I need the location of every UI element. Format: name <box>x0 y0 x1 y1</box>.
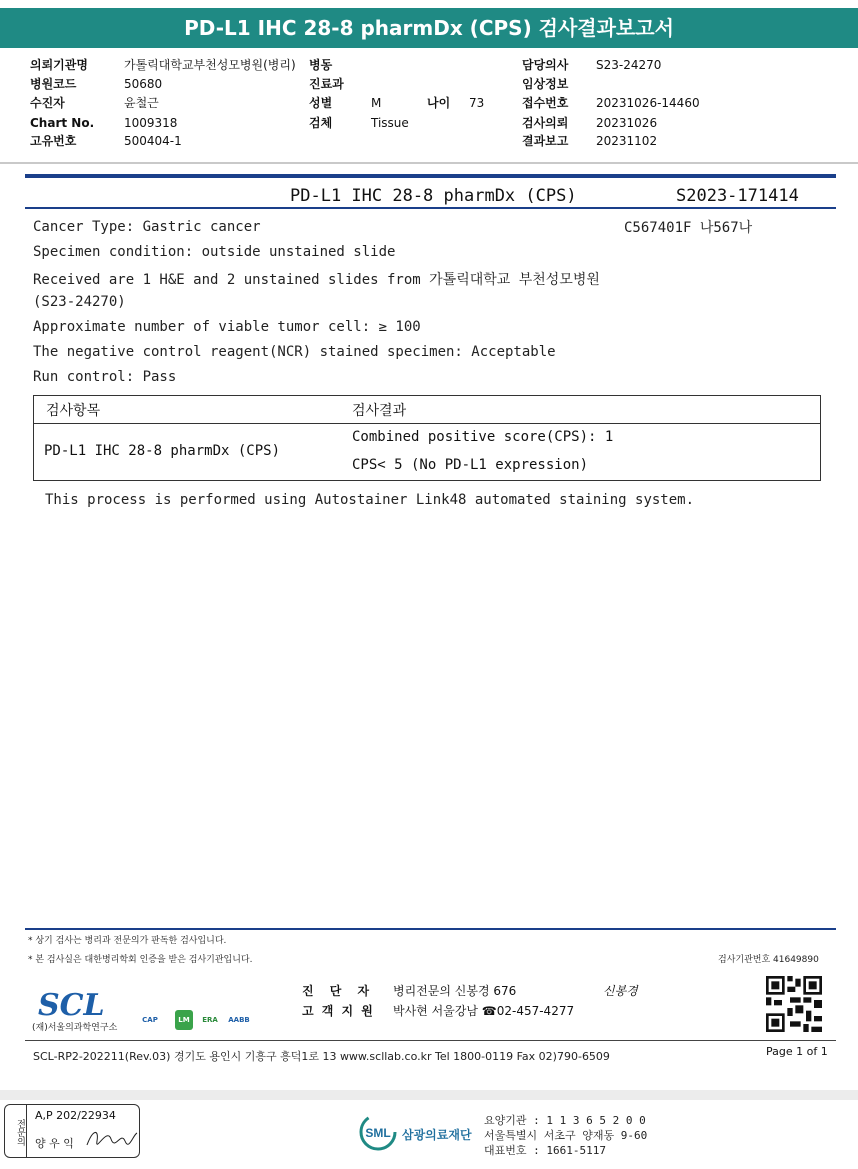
result-table <box>33 395 821 481</box>
table-header-item: 검사항목 <box>46 403 101 419</box>
report-line: Cancer Type: Gastric cancer <box>33 219 261 235</box>
report-line: Received are 1 H&E and 2 unstained slides from 가톨릭대학교 부천성모병원 <box>33 272 600 288</box>
sml-logo-text: SML <box>365 1126 391 1140</box>
report-line: Approximate number of viable tumor cell: ≥ 100 <box>33 319 421 335</box>
customer-support: 박사현 서울강남 ☎02-457-4277 <box>393 1004 575 1018</box>
report-number: S2023-171414 <box>676 186 799 206</box>
field-label: 수진자 <box>30 96 65 110</box>
report-line: (S23-24270) <box>33 294 126 310</box>
report-line: Run control: Pass <box>33 369 177 385</box>
table-header-result: 검사결과 <box>352 403 407 419</box>
lm-badge: LM <box>175 1010 193 1030</box>
diagnostician-signature: 신봉경 <box>603 984 638 998</box>
stamp-ap: A,P 202/22934 <box>35 1109 116 1122</box>
table-divider <box>34 423 820 424</box>
field-label: 진료과 <box>309 77 344 91</box>
field-label: 병원코드 <box>30 77 77 91</box>
footer-note: * 본 검사실은 대한병리학회 인증을 받은 검사기관입니다. <box>28 955 253 965</box>
field-label: 병동 <box>309 58 333 72</box>
field-label: 고유번호 <box>30 134 77 148</box>
scl-name: (재)서울의과학연구소 <box>32 1023 118 1033</box>
field-label: 성별 <box>309 96 333 110</box>
field-label: Chart No. <box>30 116 95 130</box>
pathologist-stamp <box>4 1104 140 1158</box>
sml-code: 요양기관 : 1 1 3 6 5 2 0 0 <box>484 1114 646 1127</box>
field-label: 결과보고 <box>522 134 569 148</box>
field-value: S23-24270 <box>596 58 662 72</box>
field-value: 1009318 <box>124 116 178 130</box>
header-divider <box>0 162 858 164</box>
field-label: 접수번호 <box>522 96 569 110</box>
field-value: 20231026-14460 <box>596 96 700 110</box>
page-separator <box>0 1090 858 1100</box>
field-value: 500404-1 <box>124 134 182 148</box>
support-label: 고 객 지 원 <box>302 1004 375 1018</box>
table-cell-result: CPS< 5 (No PD-L1 expression) <box>352 457 589 473</box>
test-name: PD-L1 IHC 28-8 pharmDx (CPS) <box>290 186 577 206</box>
report-line: The negative control reagent(NCR) stained specimen: Acceptable <box>33 344 556 360</box>
qr-code <box>766 976 822 1032</box>
specimen-id: C567401F 나567나 <box>624 220 753 236</box>
table-cell-item: PD-L1 IHC 28-8 pharmDx (CPS) <box>44 443 281 459</box>
process-note: This process is performed using Autostainer Link48 automated staining system. <box>45 492 695 508</box>
era-badge: ERA <box>202 1016 218 1024</box>
report-title-bar: PD-L1 IHC 28-8 pharmDx (CPS) 검사결과보고서 <box>0 8 858 48</box>
stamp-signature <box>83 1123 139 1153</box>
sml-address: 서울특별시 서초구 양재동 9-60 <box>484 1129 648 1142</box>
field-label: 나이 <box>427 96 451 110</box>
sml-phone: 대표번호 : 1661-5117 <box>484 1144 606 1157</box>
field-value: 73 <box>469 96 485 110</box>
field-value: 50680 <box>124 77 163 91</box>
field-label: 담당의사 <box>522 58 569 72</box>
scl-address: SCL-RP2-202211(Rev.03) 경기도 용인시 기흥구 흥덕1로 13 www.scllab.co.kr Tel 1800-0119 Fax 02)790-6509 <box>33 1050 610 1063</box>
field-label: 의뢰기관명 <box>30 58 88 72</box>
diagnostician-label: 진 단 자 <box>302 984 376 998</box>
field-label: 검사의뢰 <box>522 116 569 130</box>
field-value: 20231102 <box>596 134 658 148</box>
field-value: 20231026 <box>596 116 658 130</box>
scl-logo: SCL <box>38 988 105 1023</box>
sml-name: 삼광의료재단 <box>402 1128 472 1142</box>
footer-note: * 상기 검사는 병리과 전문의가 판독한 검사입니다. <box>28 936 227 946</box>
field-value: Tissue <box>371 116 409 130</box>
footer-rule <box>25 928 836 930</box>
field-label: 임상정보 <box>522 77 569 91</box>
org-code: 검사기관번호 41649890 <box>718 955 819 965</box>
address-rule <box>25 1040 836 1041</box>
field-value: M <box>371 96 382 110</box>
stamp-name: 양 우 익 <box>35 1137 74 1150</box>
cap-badge: CAP <box>142 1016 158 1024</box>
diagnostician: 병리전문의 신봉경 676 <box>393 984 517 998</box>
table-cell-result: Combined positive score(CPS): 1 <box>352 429 614 445</box>
sml-logo-mark <box>358 1112 398 1152</box>
stamp-side-label: 전문의 <box>5 1105 27 1157</box>
report-top-rule <box>25 174 836 178</box>
field-value: 가톨릭대학교부천성모병원(병리) <box>124 58 296 72</box>
field-value: 윤철근 <box>124 96 159 110</box>
aabb-badge: AABB <box>228 1016 250 1024</box>
field-label: 검체 <box>309 116 333 130</box>
report-title-rule <box>25 207 836 209</box>
page-number: Page 1 of 1 <box>766 1045 828 1058</box>
report-line: Specimen condition: outside unstained slide <box>33 244 396 260</box>
